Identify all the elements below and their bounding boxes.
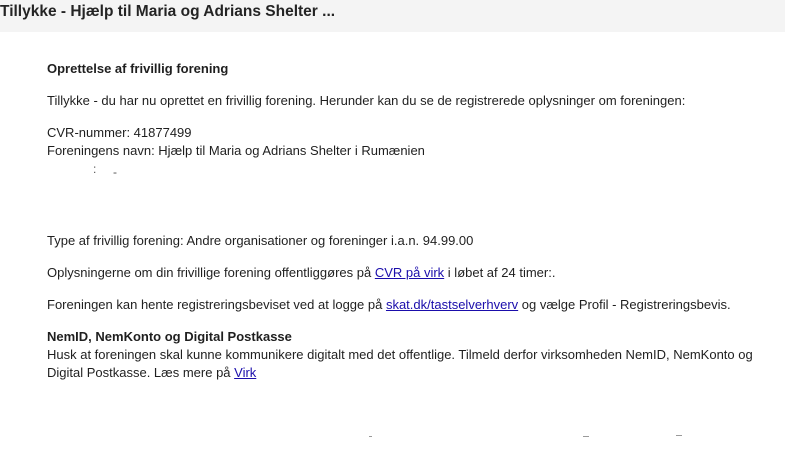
- nemid-text: Husk at foreningen skal kunne kommunikere digitalt med det offentlige. Tilmeld derfor virksomheden NemID, NemKonto og: [47, 347, 753, 362]
- association-type: Type af frivillig forening: Andre organisationer og foreninger i.a.n. 94.99.00: [47, 233, 474, 248]
- nemid-heading: NemID, NemKonto og Digital Postkasse: [47, 329, 292, 344]
- faint-dot: -: [113, 165, 117, 179]
- window-title: Tillykke - Hjælp til Maria og Adrians Shelter ...: [0, 0, 785, 32]
- faint-line: [47, 160, 785, 178]
- certificate-text: [47, 296, 785, 314]
- cvr-virk-link[interactable]: CVR på virk: [374, 265, 445, 280]
- intro-text: Tillykke - du har nu oprettet en frivillig forening. Herunder kan du se de registrerede oplysninger om foreningen:: [47, 93, 686, 108]
- cvr-number: CVR-nummer: 41877499: [47, 125, 192, 140]
- publish-prefix: Oplysningerne om din frivillige forening offentliggøres på: [47, 265, 375, 280]
- stray-mark: [676, 435, 682, 436]
- publish-text: [47, 264, 785, 282]
- virk-link[interactable]: Virk: [234, 365, 257, 380]
- association-name: Foreningens navn: Hjælp til Maria og Adrians Shelter i Rumænien: [47, 143, 425, 158]
- email-heading: Oprettelse af frivillig forening: [47, 61, 229, 76]
- certificate-prefix: Foreningen kan hente registreringsbeviset ved at logge på: [47, 297, 386, 312]
- skat-link[interactable]: skat.dk/tastselverhverv: [385, 297, 519, 312]
- publish-suffix: i løbet af 24 timer:.: [444, 265, 556, 280]
- faint-colon: :: [93, 162, 97, 176]
- stray-mark: [369, 436, 372, 437]
- stray-mark: [583, 436, 589, 437]
- email-body: [47, 60, 785, 382]
- certificate-suffix: og vælge Profil - Registreringsbevis.: [518, 297, 731, 312]
- nemid-text-prefix: Digital Postkasse. Læs mere på: [47, 365, 235, 380]
- nemid-text-line2: [47, 364, 785, 382]
